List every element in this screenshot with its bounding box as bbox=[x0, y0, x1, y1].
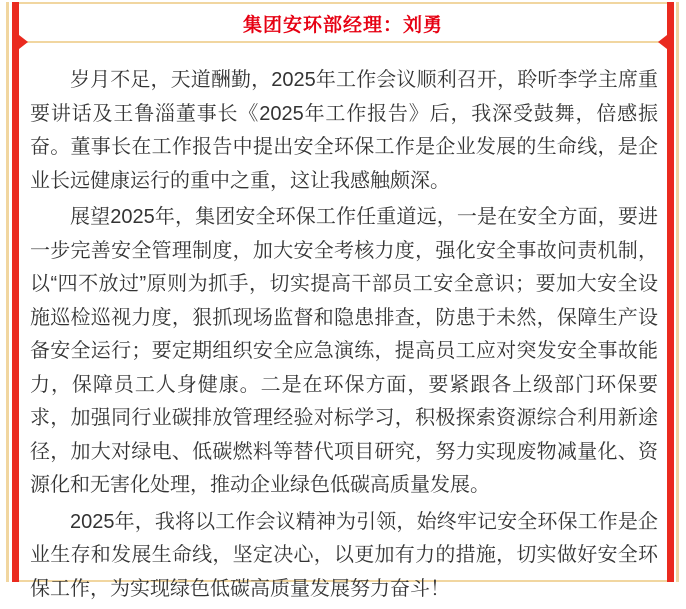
article-paragraph: 2025年，我将以工作会议精神为引领，始终牢记安全环保工作是企业生存和发展生命线，坚定决心，以更加有力的措施，切实做好安全环保工作，为实现绿色低碳高质量发展努力奋斗！ bbox=[30, 510, 658, 600]
frame-red-bar-left bbox=[12, 2, 19, 582]
page-title: 集团安环部经理：刘勇 bbox=[242, 15, 443, 36]
divider-arrow-left-icon bbox=[19, 35, 28, 49]
frame-gold-line-top bbox=[19, 2, 667, 4]
frame-red-bar-right bbox=[667, 2, 674, 582]
frame-gold-line-right bbox=[676, 2, 679, 582]
article-paragraph: 岁月不足，天道酬勤，2025年工作会议顺利召开，聆听李学主席重要讲话及王鲁淄董事长《2025年工作报告》后，我深受鼓舞，倍感振奋。董事长在工作报告中提出安全环保工作是企业发展的生命线，是企业长远健康运行的重中之重，这让我感触颇深。 bbox=[30, 69, 658, 192]
title-divider-line bbox=[19, 41, 667, 43]
divider-arrow-right-icon bbox=[658, 35, 667, 49]
article-paragraph: 展望2025年，集团安全环保工作任重道远，一是在安全方面，要进一步完善安全管理制度，加大安全考核力度，强化安全事故问责机制，以“四不放过”原则为抓手，切实提高干部员工安全意识；要加大安全设施巡检巡视力度，狠抓现场监督和隐患排查，防患于未然，保障生产设备安全运行；要定期组织安全应急演练，提高员工应对突发安全事故能力，保障员工人身健康。二是在环保方面，要紧跟各上级部门环保要求，加强同行业碳排放管理经验对标学习，积极探索资源综合利用新途径，加大对绿电、低碳燃料等替代项目研究，努力实现废物减量化、资源化和无害化处理，推动企业绿色低碳高质量发展。 bbox=[30, 206, 658, 496]
frame-gold-line-left bbox=[6, 2, 9, 582]
article-body bbox=[30, 64, 658, 609]
